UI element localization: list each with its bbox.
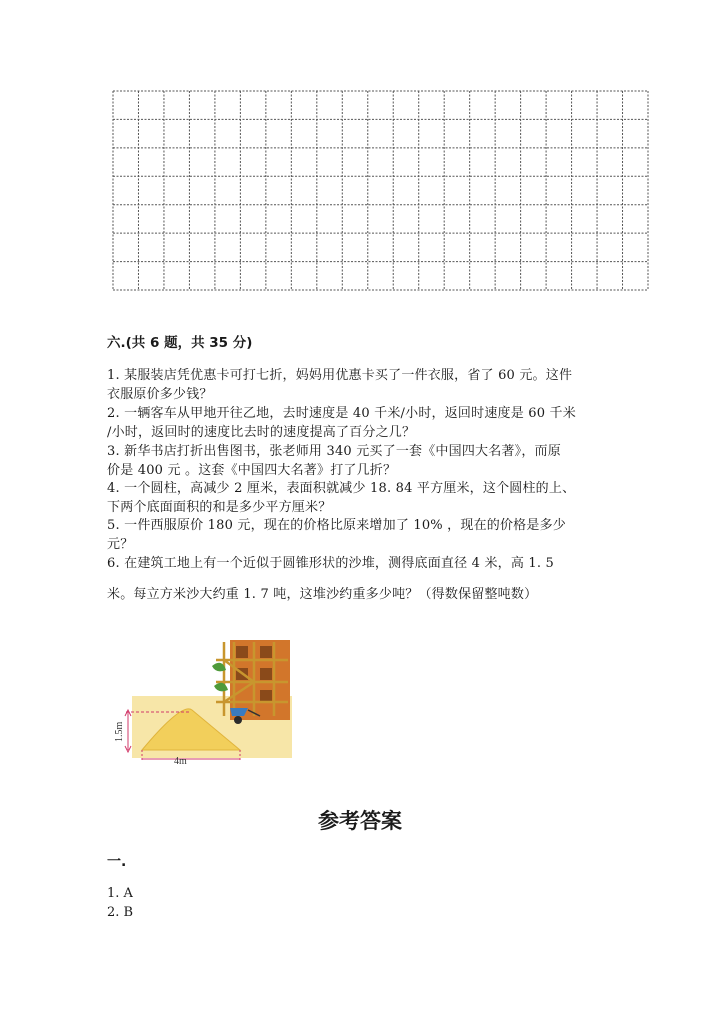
answer-title: 参考答案 bbox=[318, 809, 402, 833]
section-title: 六.(共 6 题，共 35 分) bbox=[107, 335, 253, 351]
answer-item-1: 1. A bbox=[107, 886, 133, 901]
height-label: 1.5m bbox=[114, 721, 125, 742]
sand-pile-figure bbox=[112, 638, 292, 770]
question-1-line-2: 衣服原价多少钱？ bbox=[107, 387, 213, 402]
question-3-line-2: 价是 400 元 。这套《中国四大名著》打了几折？ bbox=[107, 463, 397, 478]
sand-pile-illustration bbox=[112, 638, 292, 770]
building-window bbox=[260, 646, 272, 658]
building-window bbox=[260, 690, 272, 702]
writing-grid-svg bbox=[112, 90, 649, 291]
question-3-line-1: 3. 新华书店打折出售图书，张老师用 340 元买了一套《中国四大名著》，而原 bbox=[107, 444, 561, 459]
diameter-label: 4m bbox=[174, 756, 187, 767]
building-window bbox=[260, 668, 272, 680]
question-2 bbox=[107, 404, 617, 442]
question-5-line-2: 元？ bbox=[107, 537, 134, 552]
question-2-line-1: 2. 一辆客车从甲地开往乙地，去时速度是 40 千米/小时，返回时速度是 60 千米 bbox=[107, 406, 576, 421]
leaf-icon bbox=[214, 683, 228, 692]
answer-item-2: 2. B bbox=[107, 905, 134, 920]
building-window bbox=[236, 646, 248, 658]
question-4-line-1: 4. 一个圆柱，高减少 2 厘米，表面积就减少 18. 84 平方厘米，这个圆柱的上、 bbox=[107, 481, 576, 496]
question-2-line-2: /小时，返回时的速度比去时的速度提高了百分之几？ bbox=[107, 425, 416, 440]
answer-section: 一. bbox=[107, 854, 127, 870]
question-5 bbox=[107, 516, 617, 554]
question-3 bbox=[107, 442, 617, 480]
question-6-continued bbox=[107, 585, 617, 604]
question-4 bbox=[107, 479, 617, 517]
question-1-line-1: 1. 某服装店凭优惠卡可打七折，妈妈用优惠卡买了一件衣服，省了 60 元。这件 bbox=[107, 368, 573, 383]
question-6-line-1: 6. 在建筑工地上有一个近似于圆锥形状的沙堆，测得底面直径 4 米，高 1. 5 bbox=[107, 556, 555, 571]
writing-grid bbox=[112, 90, 649, 291]
question-6 bbox=[107, 554, 617, 573]
question-5-line-1: 5. 一件西服原价 180 元，现在的价格比原来增加了 10% ，现在的价格是多少 bbox=[107, 518, 566, 533]
question-1 bbox=[107, 366, 617, 404]
question-6-line-2: 米。每立方米沙大约重 1. 7 吨，这堆沙约重多少吨？（得数保留整吨数） bbox=[107, 587, 538, 602]
question-4-line-2: 下两个底面面积的和是多少平方厘米？ bbox=[107, 500, 332, 515]
